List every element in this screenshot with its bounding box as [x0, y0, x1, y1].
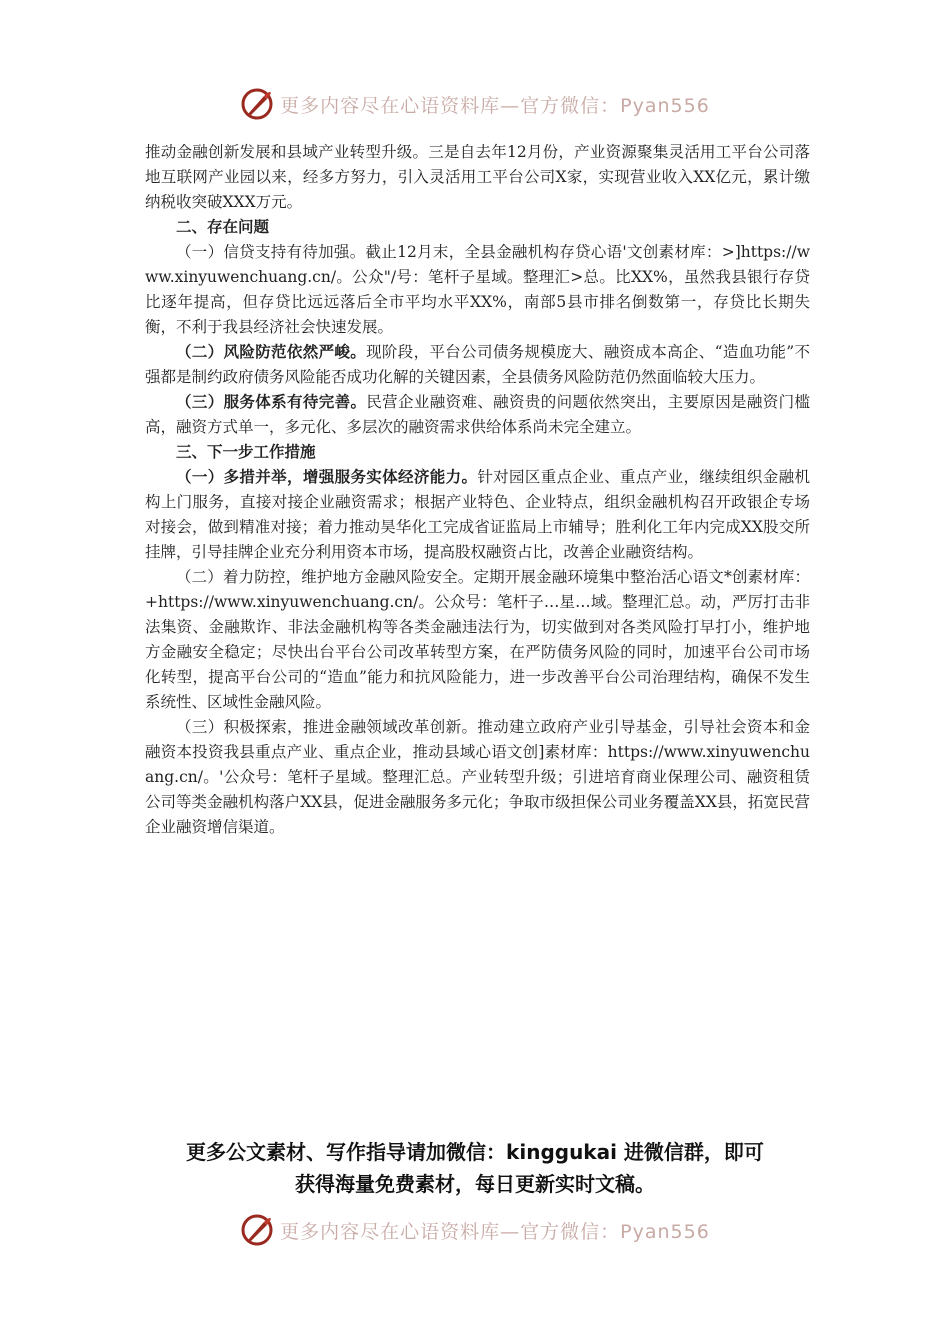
- section-heading-2: 二、存在问题: [176, 218, 270, 236]
- banner-text: 更多内容尽在心语资料库—官方微信：Pyan556: [280, 1220, 710, 1243]
- paragraph-3: [145, 340, 810, 390]
- paragraph-1: 推动金融创新发展和县域产业转型升级。三是自去年12月份，产业资源聚集灵活用工平台公司落地互联网产业园以来，经多方努力，引入灵活用工平台公司X家，实现营业收入XX亿元，累计缴纳税收突破XXX万元。: [145, 143, 810, 211]
- paragraph-6: （二）着力防控，维护地方金融风险安全。定期开展金融环境集中整治活心语文*创素材库：+https://www.xinyuwenchuang.cn/。公众号：笔杆子…星…域。整理汇总。动，严厉打击非法集资、金融欺诈、非法金融机构等各类金融违法行为，切实做到对各类风险打早打小，维护地方金融安全稳定；尽快出台平台公司改革转型方案，在严防债务风险的同时，加速平台公司市场化转型，提高平台公司的“造血”能力和抗风险能力，进一步改善平台公司治理结构，确保不发生系统性、区域性金融风险。: [145, 568, 810, 711]
- paragraph-3-text: 现阶段，平台公司债务规模庞大、融资成本高企、“造血功能”不强都是制约政府债务风险能否成功化解的关键因素，全县债务风险防范仍然面临较大压力。: [145, 343, 810, 386]
- banner-text: 更多内容尽在心语资料库—官方微信：Pyan556: [280, 94, 710, 117]
- promo-text: [110, 1136, 840, 1200]
- promo-line-2: 获得海量免费素材，每日更新实时文稿。: [295, 1172, 655, 1196]
- paragraph-4-text: 民营企业融资难、融资贵的问题依然突出，主要原因是融资门槛高，融资方式单一，多元化、多层次的融资需求供给体系尚未完全建立。: [145, 393, 810, 436]
- paragraph-2: （一）信贷支持有待加强。截止12月末，全县金融机构存贷心语'文创素材库：>]https://www.xinyuwenchuang.cn/。公众"/号：笔杆子星域。整理汇>总。比XX%，虽然我县银行存贷比逐年提高，但存贷比远远落后全市平均水平XX%，南部5县市排名倒数第一，存贷比长期失衡，不利于我县经济社会快速发展。: [145, 243, 810, 336]
- document-body: [145, 140, 810, 840]
- header-banner: [0, 84, 950, 124]
- section-heading-3: 三、下一步工作措施: [176, 443, 316, 461]
- paragraph-3-lead: （二）风险防范依然严峻。: [176, 343, 367, 361]
- paragraph-4: [145, 390, 810, 440]
- paragraph-7: （三）积极探索，推进金融领域改革创新。推动建立政府产业引导基金，引导社会资本和金融资本投资我县重点产业、重点企业，推动县域心语文创]素材库：https://www.xinyuwenchuang.cn/。'公众号：笔杆子星域。整理汇总。产业转型升级；引进培育商业保理公司、融资租赁公司等类金融机构落户XX县，促进金融服务多元化；争取市级担保公司业务覆盖XX县，拓宽民营企业融资增信渠道。: [145, 718, 810, 836]
- paragraph-5: [145, 465, 810, 565]
- quill-logo-icon: [240, 87, 274, 121]
- paragraph-5-text: 针对园区重点企业、重点产业，继续组织金融机构上门服务，直接对接企业融资需求；根据产业特色、企业特点，组织金融机构召开政银企专场对接会，做到精准对接；着力推动昊华化工完成省证监局上市辅导；胜利化工年内完成XX股交所挂牌，引导挂牌企业充分利用资本市场，提高股权融资占比，改善企业融资结构。: [145, 468, 810, 561]
- quill-logo-icon: [240, 1213, 274, 1247]
- promo-line-1: 更多公文素材、写作指导请加微信：kinggukai 进微信群，即可: [186, 1140, 764, 1164]
- paragraph-5-lead: （一）多措并举，增强服务实体经济能力。: [176, 468, 478, 486]
- footer-banner: [0, 1210, 950, 1250]
- paragraph-4-lead: （三）服务体系有待完善。: [176, 393, 367, 411]
